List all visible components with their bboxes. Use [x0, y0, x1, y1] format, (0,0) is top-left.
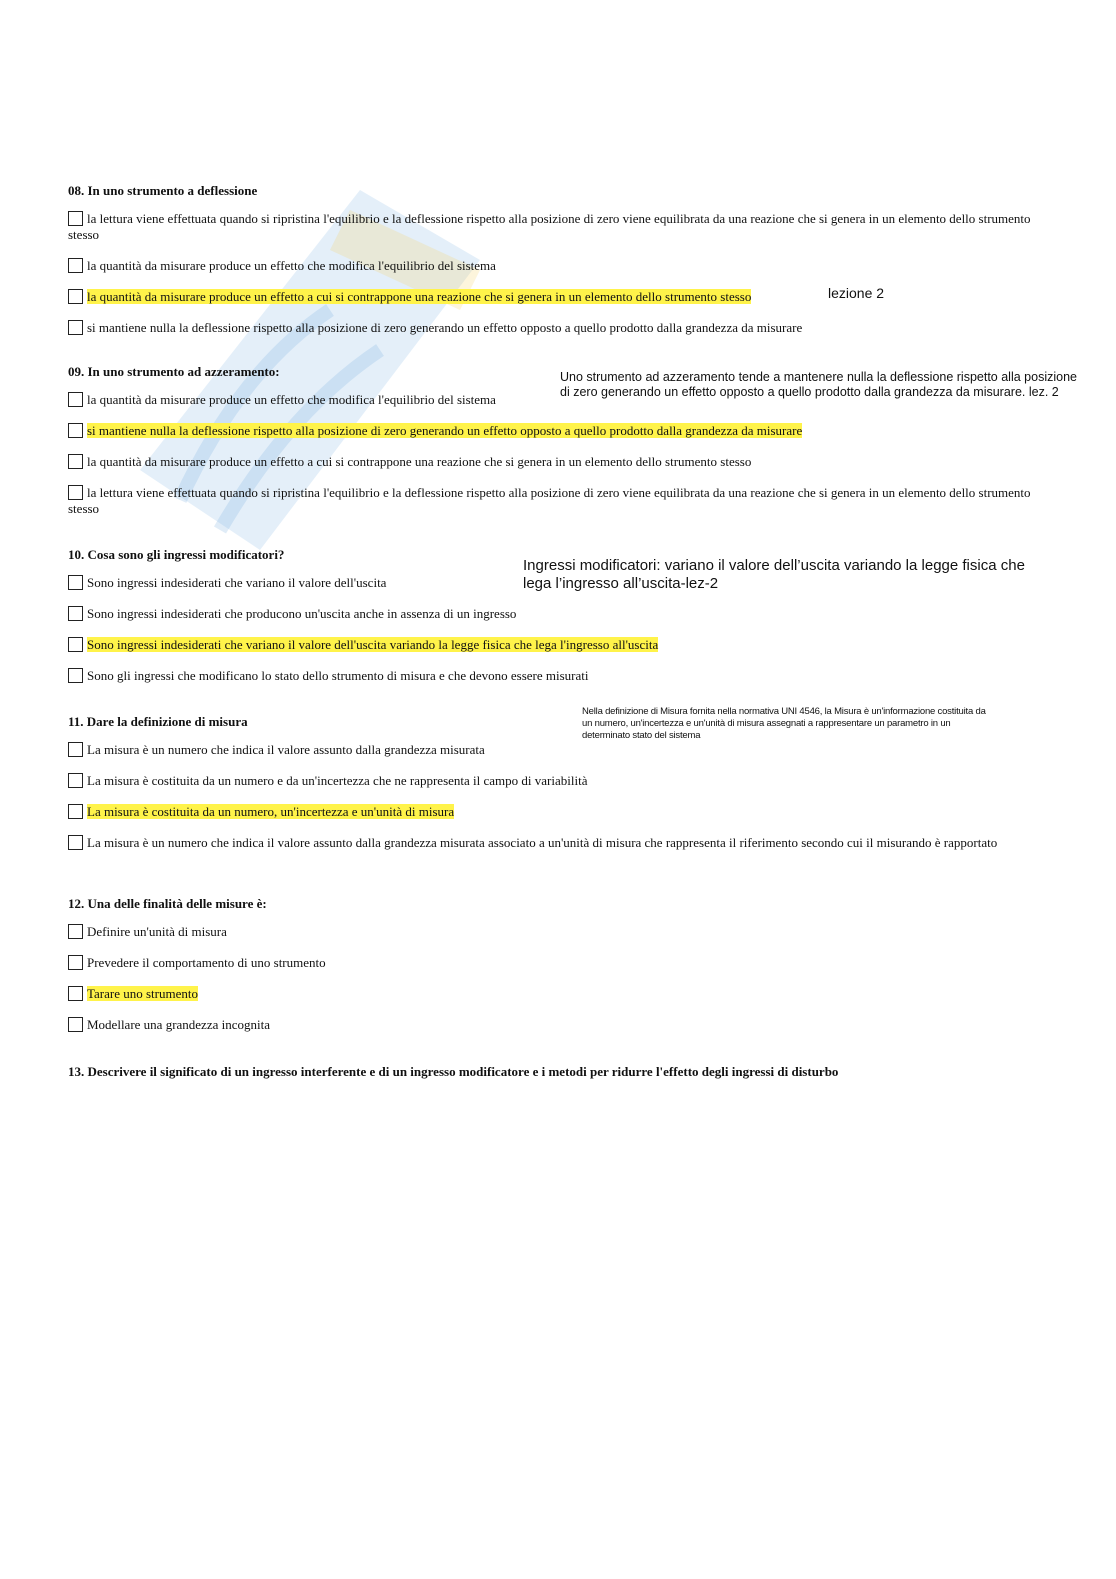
- answer-option[interactable]: [68, 835, 1058, 851]
- question-title: 10. Cosa sono gli ingressi modificatori?: [68, 547, 285, 562]
- option-text: Sono gli ingressi che modificano lo stato dello strumento di misura e che devono essere misurati: [87, 668, 589, 683]
- question-08: [68, 183, 1058, 351]
- question-title: 12. Una delle finalità delle misure è:: [68, 896, 267, 911]
- checkbox[interactable]: [68, 575, 83, 590]
- option-text-highlighted: Tarare uno strumento: [87, 986, 198, 1001]
- option-text: La misura è un numero che indica il valore assunto dalla grandezza misurata associato a un'unità di misura che rappresenta il riferimento secondo cui il misurando è rapportato: [87, 835, 998, 850]
- checkbox[interactable]: [68, 423, 83, 438]
- answer-option[interactable]: [68, 742, 1058, 758]
- note-q11-line1: Nella definizione di Misura fornita nella normativa UNI 4546, la Misura è un'informazione costituita da: [582, 706, 986, 717]
- answer-option[interactable]: [68, 773, 1058, 789]
- checkbox[interactable]: [68, 742, 83, 757]
- checkbox[interactable]: [68, 668, 83, 683]
- note-q08: lezione 2: [828, 285, 885, 301]
- option-text: Sono ingressi indesiderati che variano il valore dell'uscita: [87, 575, 387, 590]
- checkbox[interactable]: [68, 955, 83, 970]
- option-text: la lettura viene effettuata quando si ripristina l'equilibrio e la deflessione rispetto alla posizione di zero viene equilibrata da una reazione che si genera in un elemento dello strumento stesso: [68, 485, 1031, 516]
- question-title: 13. Descrivere il significato di un ingresso interferente e di un ingresso modificatore e i metodi per ridurre l'effetto degli ingressi di disturbo: [68, 1064, 839, 1079]
- answer-option[interactable]: [68, 606, 1058, 622]
- option-text: la lettura viene effettuata quando si ripristina l'equilibrio e la deflessione rispetto alla posizione di zero viene equilibrata da una reazione che si genera in un elemento dello strumento stesso: [68, 211, 1031, 242]
- answer-option[interactable]: [68, 454, 1058, 470]
- option-text: la quantità da misurare produce un effetto a cui si contrappone una reazione che si genera in un elemento dello strumento stesso: [87, 454, 752, 469]
- option-text-highlighted: La misura è costituita da un numero, un'incertezza e un'unità di misura: [87, 804, 455, 819]
- option-text: Modellare una grandezza incognita: [87, 1017, 270, 1032]
- checkbox[interactable]: [68, 637, 83, 652]
- checkbox[interactable]: [68, 773, 83, 788]
- checkbox[interactable]: [68, 392, 83, 407]
- option-text: si mantiene nulla la deflessione rispetto alla posizione di zero generando un effetto opposto a quello prodotto dalla grandezza da misurare: [87, 320, 803, 335]
- answer-option[interactable]: [68, 637, 1058, 653]
- option-text: la quantità da misurare produce un effetto che modifica l'equilibrio del sistema: [87, 392, 496, 407]
- question-title: 08. In uno strumento a deflessione: [68, 183, 258, 198]
- checkbox[interactable]: [68, 804, 83, 819]
- checkbox[interactable]: [68, 924, 83, 939]
- answer-option[interactable]: [68, 289, 1058, 305]
- option-text: Prevedere il comportamento di uno strumento: [87, 955, 326, 970]
- checkbox[interactable]: [68, 320, 83, 335]
- question-title: 09. In uno strumento ad azzeramento:: [68, 364, 280, 379]
- option-text: la quantità da misurare produce un effetto che modifica l'equilibrio del sistema: [87, 258, 496, 273]
- option-text-highlighted: la quantità da misurare produce un effetto a cui si contrappone una reazione che si genera in un elemento dello strumento stesso: [87, 289, 752, 304]
- option-text: La misura è un numero che indica il valore assunto dalla grandezza misurata: [87, 742, 485, 757]
- checkbox[interactable]: [68, 606, 83, 621]
- option-text: Sono ingressi indesiderati che producono un'uscita anche in assenza di un ingresso: [87, 606, 517, 621]
- option-text: Definire un'unità di misura: [87, 924, 227, 939]
- option-text: La misura è costituita da un numero e da un'incertezza che ne rappresenta il campo di variabilità: [87, 773, 588, 788]
- answer-option[interactable]: [68, 924, 1058, 940]
- checkbox[interactable]: [68, 986, 83, 1001]
- answer-option[interactable]: [68, 485, 1058, 517]
- answer-option[interactable]: [68, 1017, 1058, 1033]
- checkbox[interactable]: [68, 485, 83, 500]
- note-q10: Ingressi modificatori: variano il valore dell’uscita variando la legge fisica che lega l’ingresso all’uscita-lez-2: [523, 557, 1025, 592]
- answer-option[interactable]: [68, 211, 1058, 243]
- question-title: 11. Dare la definizione di misura: [68, 714, 248, 729]
- answer-option[interactable]: [68, 986, 1058, 1002]
- checkbox[interactable]: [68, 289, 83, 304]
- checkbox[interactable]: [68, 211, 83, 226]
- answer-option[interactable]: [68, 668, 1058, 684]
- question-12: [68, 896, 1058, 1048]
- checkbox[interactable]: [68, 835, 83, 850]
- question-13: [68, 1064, 1058, 1092]
- note-q11-line2: un numero, un'incertezza e un'unità di misura assegnati a rappresentare un parametro in un determinato stato del sistema: [582, 718, 951, 741]
- option-text-highlighted: si mantiene nulla la deflessione rispetto alla posizione di zero generando un effetto opposto a quello prodotto dalla grandezza da misurare: [87, 423, 803, 438]
- answer-option[interactable]: [68, 804, 1058, 820]
- checkbox[interactable]: [68, 454, 83, 469]
- answer-option[interactable]: [68, 423, 1058, 439]
- answer-option[interactable]: [68, 320, 1058, 336]
- note-q09: Uno strumento ad azzeramento tende a mantenere nulla la deflessione rispetto alla posizione di zero generando un effetto opposto a quello prodotto dalla grandezza da misurare. lez. 2: [560, 370, 1077, 399]
- checkbox[interactable]: [68, 258, 83, 273]
- answer-option[interactable]: [68, 955, 1058, 971]
- checkbox[interactable]: [68, 1017, 83, 1032]
- option-text-highlighted: Sono ingressi indesiderati che variano il valore dell'uscita variando la legge fisica che lega l'ingresso all'uscita: [87, 637, 659, 652]
- answer-option[interactable]: [68, 258, 1058, 274]
- note-q11: [582, 706, 992, 742]
